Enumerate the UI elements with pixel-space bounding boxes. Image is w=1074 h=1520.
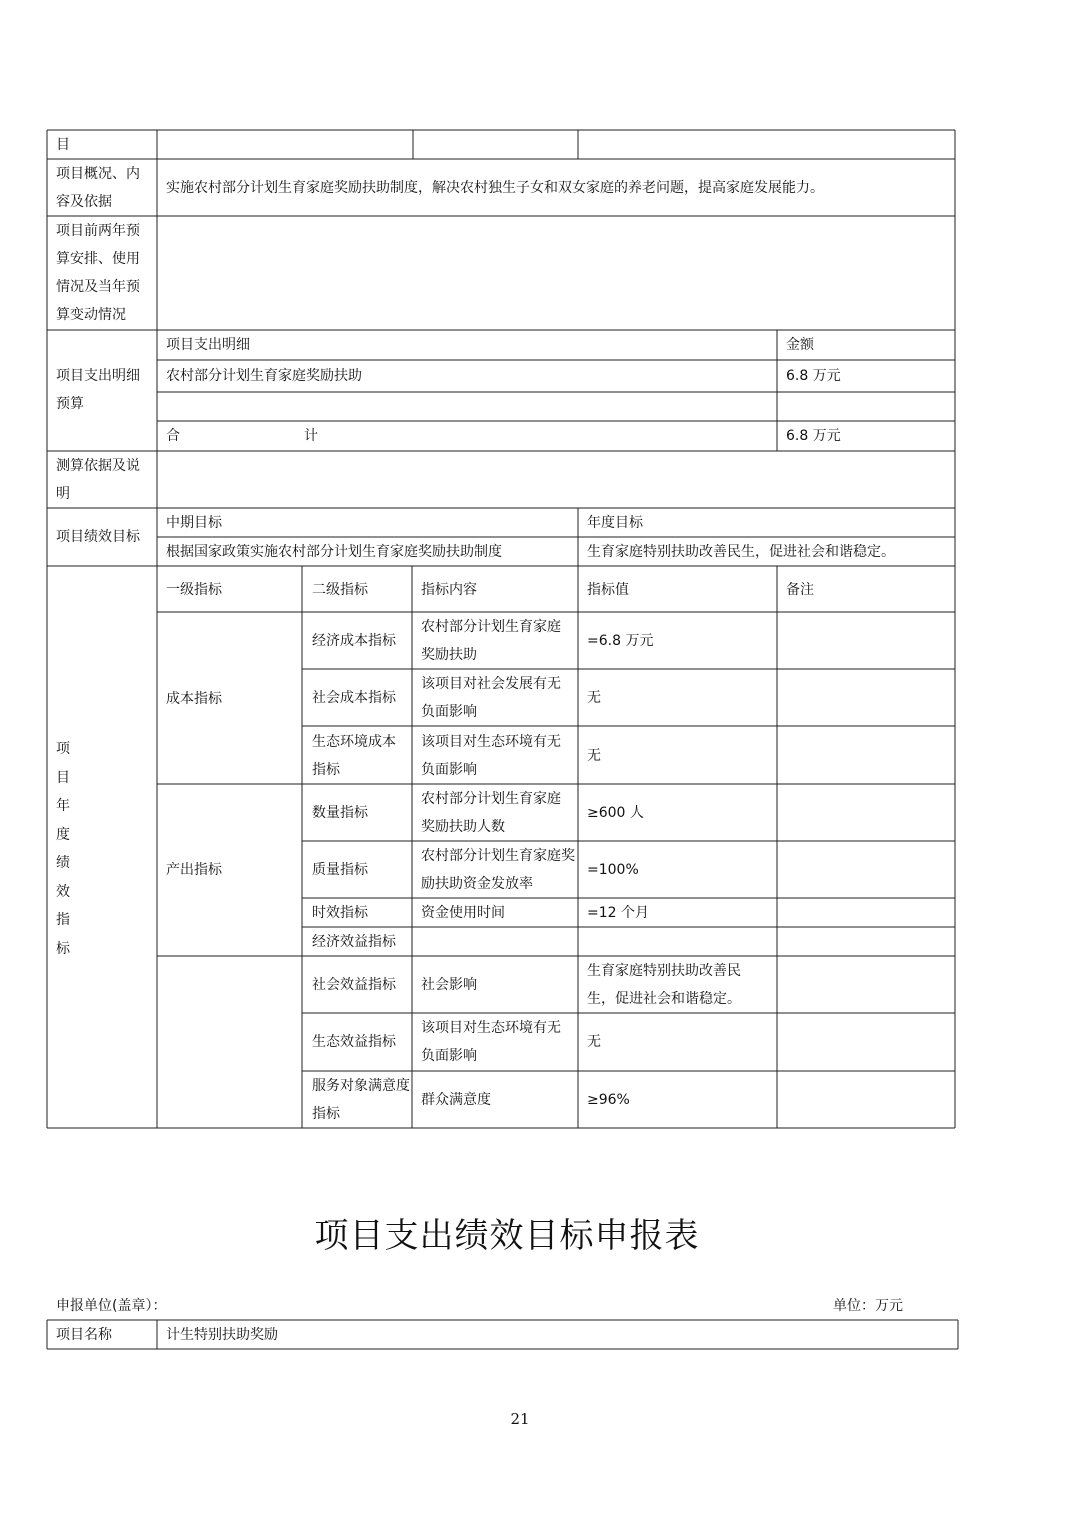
row-l2: 经济成本指标 [312,633,396,649]
row-content: 该项目对生态环境有无负面影响 [421,734,561,778]
applicant-label: 申报单位(盖章）： [56,1298,167,1314]
row-value: =100% [587,862,639,878]
row-value: ≥96% [587,1092,630,1108]
form-title: 项目支出绩效目标申报表 [314,1216,700,1256]
header-value: 指标值 [587,582,629,598]
total-label-a: 合 [166,428,180,444]
level1-output: 产出指标 [166,862,222,878]
row-content: 社会影响 [421,977,477,993]
header-level1: 一级指标 [166,582,222,598]
mid-goal-text: 根据国家政策实施农村部分计划生育家庭奖励扶助制度 [166,544,502,560]
total-label-b: 计 [304,428,318,444]
level1-cost: 成本指标 [166,691,222,707]
row-value: =6.8 万元 [587,633,654,649]
row-l2: 时效指标 [312,905,368,921]
budget-header-amount: 金额 [786,337,814,353]
year-goal-text: 生育家庭特别扶助改善民生，促进社会和谐稳定。 [587,544,895,560]
year-goal-header: 年度目标 [587,515,643,531]
prev-budget-label: 项目前两年预算安排、使用情况及当年预算变动情况 [56,223,140,323]
row-content: 该项目对社会发展有无负面影响 [421,676,561,720]
row-content: 资金使用时间 [421,905,505,921]
row-l2: 生态环境成本指标 [312,734,396,778]
row-content: 农村部分计划生育家庭奖励扶助 [421,619,561,663]
row-value: 无 [587,690,601,706]
budget-amount-1: 6.8 万元 [786,368,841,384]
budget-item-1: 农村部分计划生育家庭奖励扶助 [166,368,362,384]
project-name-label: 项目名称 [56,1327,112,1343]
annual-indicator-label: 项目年度绩效指标 [56,741,70,957]
mid-goal-header: 中期目标 [166,515,222,531]
row-l2: 经济效益指标 [312,934,396,950]
page-number: 21 [510,1410,530,1428]
row-value: 生育家庭特别扶助改善民生，促进社会和谐稳定。 [587,963,741,1007]
row-value: 无 [587,748,601,764]
row-l2: 社会成本指标 [312,690,396,706]
budget-label: 项目支出明细预算 [56,368,140,412]
row-l2: 质量指标 [312,862,368,878]
row-value: =12 个月 [587,905,649,921]
basis-label: 测算依据及说明 [56,458,140,502]
header-content: 指标内容 [421,582,477,598]
row-l2: 服务对象满意度指标 [312,1078,410,1122]
total-amount: 6.8 万元 [786,428,841,444]
unit-label: 单位：万元 [833,1298,903,1314]
overview-label: 项目概况、内容及依据 [56,166,140,210]
header-note: 备注 [786,582,814,598]
project-name-value: 计生特别扶助奖励 [166,1327,278,1343]
row-l2: 社会效益指标 [312,977,396,993]
row-value: 无 [587,1034,601,1050]
row-content: 农村部分计划生育家庭奖励扶助人数 [421,791,561,835]
budget-header-item: 项目支出明细 [166,337,250,353]
row-content: 群众满意度 [421,1092,491,1108]
row-content: 该项目对生态环境有无负面影响 [421,1020,561,1064]
perf-goal-label: 项目绩效目标 [56,529,140,545]
row0-label: 目 [56,137,70,153]
header-level2: 二级指标 [312,582,368,598]
row-value: ≥600 人 [587,805,644,821]
row-l2: 生态效益指标 [312,1034,396,1050]
row-l2: 数量指标 [312,805,368,821]
overview-text: 实施农村部分计划生育家庭奖励扶助制度，解决农村独生子女和双女家庭的养老问题，提高家庭发展能力。 [166,180,824,196]
row-content: 农村部分计划生育家庭奖励扶助资金发放率 [421,848,575,892]
